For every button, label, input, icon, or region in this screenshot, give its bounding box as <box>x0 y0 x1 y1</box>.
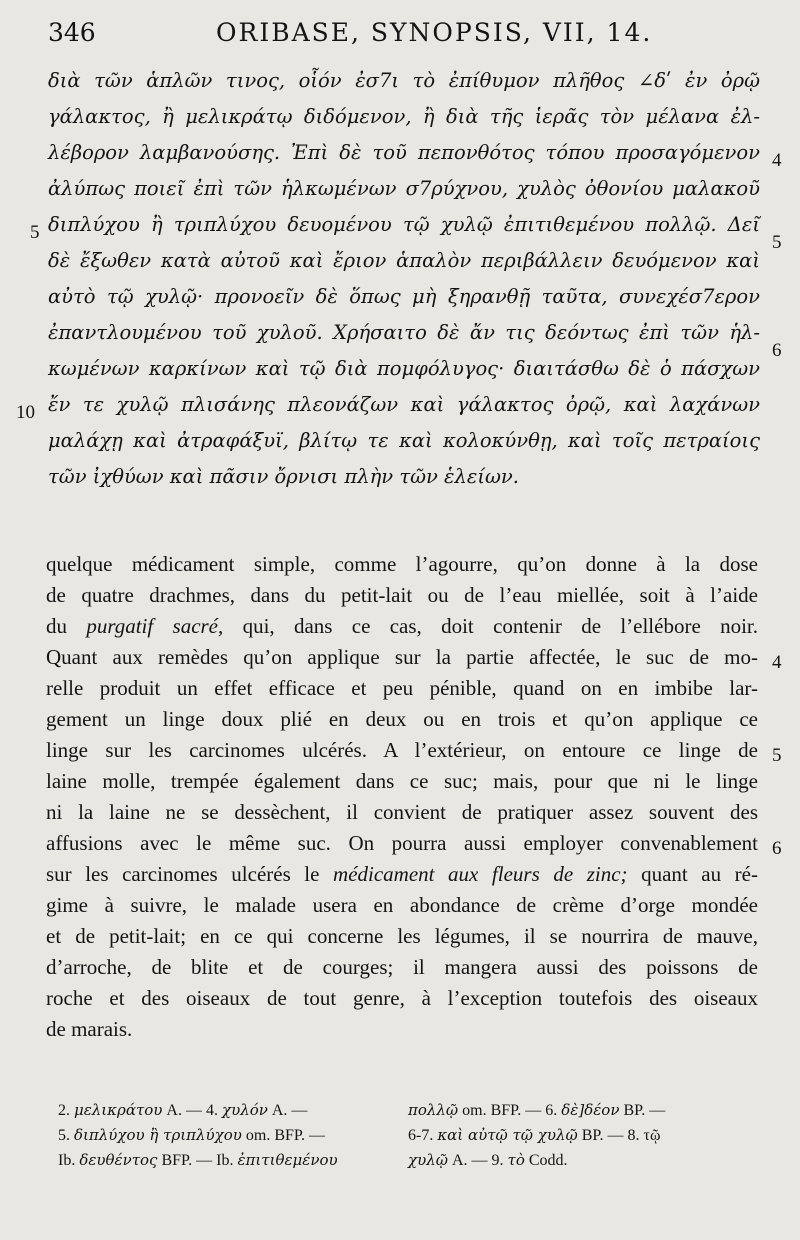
margin-line-number: 4 <box>772 652 782 673</box>
note-text: BP. — <box>623 1102 666 1119</box>
french-line: gime à suivre, le malade usera en abondance de crème d’orge mondée <box>46 893 758 917</box>
page-number: 346 <box>48 18 96 47</box>
greek-line: δὲ ἔξωθεν κατὰ αὐτοῦ καὶ ἔριον ἁπαλὸν περιβάλλειν δευόμενον καὶ <box>48 249 760 272</box>
french-line: ni la laine ne se dessèchent, il convient de pratiquer assez souvent des <box>46 800 758 824</box>
greek-variant: δὲ]δέον <box>561 1101 620 1119</box>
french-text: qui, dans ce cas, doit contenir de l’ellébore noir. <box>223 614 759 638</box>
footnote-line <box>408 1148 568 1173</box>
footnote-line <box>58 1148 338 1173</box>
french-line: linge sur les carcinomes ulcérés. A l’extérieur, on entoure ce linge de <box>46 738 758 762</box>
note-text: A. — <box>271 1102 308 1119</box>
greek-variant: διπλύχου ἢ τριπλύχου <box>74 1126 242 1144</box>
note-number: 5. <box>58 1127 70 1144</box>
margin-line-number: 10 <box>16 402 35 423</box>
greek-variant: ἐπιτιθεμένου <box>237 1151 338 1169</box>
french-text: sur les carcinomes ulcérés le <box>46 862 334 886</box>
greek-line: ἔν τε χυλῷ πλισάνης πλεονάζων καὶ γάλακτος ὀρῷ, καὶ λαχάνων <box>48 393 760 416</box>
footnote-line <box>58 1123 325 1148</box>
running-title: ORIBASE, SYNOPSIS, VII, 14. <box>216 18 653 47</box>
french-line: gement un linge doux plié en deux ou en trois et qu’on applique ce <box>46 707 758 731</box>
french-text: quant au ré- <box>627 862 758 886</box>
note-text: om. BFP. — 6. <box>462 1102 562 1119</box>
greek-variant: καὶ αὐτῷ τῷ χυλῷ <box>437 1126 578 1144</box>
greek-line: ἐπαντλουμένου τοῦ χυλοῦ. Χρήσαιτο δὲ ἄν τις δεόντως ἐπὶ τῶν ἡλ- <box>48 321 760 344</box>
greek-variant: τὸ <box>507 1151 525 1169</box>
greek-variant: δευθέντος <box>79 1151 158 1169</box>
note-text: 6-7. <box>408 1127 438 1144</box>
margin-line-number: 6 <box>772 838 782 859</box>
french-line: de quatre drachmes, dans du petit-lait ou de l’eau miellée, soit à l’aide <box>46 583 758 607</box>
note-number: 2. <box>58 1102 70 1119</box>
greek-variant: χυλόν <box>221 1101 268 1119</box>
french-line <box>46 858 758 890</box>
french-line: quelque médicament simple, comme l’agourre, qu’on donne à la dose <box>46 552 758 576</box>
note-text: A. — 4. <box>166 1102 222 1119</box>
italic-term: médicament aux fleurs de zinc; <box>333 862 628 886</box>
note-text: BFP. — Ib. <box>161 1152 238 1169</box>
greek-line: λέβορον λαμβανούσης. Ἐπὶ δὲ τοῦ πεπονθότος τόπου προσαγόμενον <box>48 141 760 164</box>
greek-line: κωμένων καρκίνων καὶ τῷ διὰ πομφόλυγος· διαιτάσθω δὲ ὁ πάσχων <box>48 357 760 380</box>
french-line: et de petit-lait; en ce qui concerne les légumes, il se nourrira de mauve, <box>46 924 758 948</box>
margin-line-number: 6 <box>772 340 782 361</box>
footnote-line <box>408 1098 665 1123</box>
greek-line: διπλύχου ἢ τριπλύχου δευομένου τῷ χυλῷ ἐπιτιθεμένου πολλῷ. Δεῖ <box>48 213 760 236</box>
footnote-line <box>408 1123 661 1148</box>
french-text: du <box>46 614 87 638</box>
italic-term: purgatif sacré, <box>86 614 224 638</box>
greek-variant: χυλῷ <box>408 1151 448 1169</box>
greek-line: τῶν ἰχθύων καὶ πᾶσιν ὄρνισι πλὴν τῶν ἑλείων. <box>48 465 519 488</box>
french-line: de marais. <box>46 1017 133 1041</box>
french-line: roche et des oiseaux de tout genre, à l’exception toutefois des oiseaux <box>46 986 758 1010</box>
greek-variant: μελικράτου <box>74 1101 163 1119</box>
margin-line-number: 4 <box>772 150 782 171</box>
note-text: BP. — 8. τῷ <box>581 1127 661 1144</box>
greek-line: ἀλύπως ποιεῖ ἐπὶ τῶν ἡλκωμένων σ7ρύχνου, χυλὸς ὀθονίου μαλακοῦ <box>48 177 760 200</box>
french-line: d’arroche, de blite et de courges; il mangera aussi des poissons de <box>46 955 758 979</box>
french-line <box>46 610 758 642</box>
french-line: laine molle, trempée également dans ce suc; mais, pour que ni le linge <box>46 769 758 793</box>
note-text: Codd. <box>528 1152 568 1169</box>
greek-variant: πολλῷ <box>408 1101 459 1119</box>
note-text: om. BFP. — <box>245 1127 326 1144</box>
greek-line: διὰ τῶν ἁπλῶν τινος, οἷόν ἐσ7ι τὸ ἐπίθυμον πλῆθος ∠δʹ ἐν ὀρῷ <box>48 69 760 92</box>
footnote-line <box>58 1098 307 1123</box>
margin-line-number: 5 <box>772 232 782 253</box>
greek-line: αὐτὸ τῷ χυλῷ· προνοεῖν δὲ ὅπως μὴ ξηρανθῇ ταῦτα, συνεχέσ7ερον <box>48 285 760 308</box>
french-line: relle produit un effet efficace et peu pénible, quand on en imbibe lar- <box>46 676 758 700</box>
margin-line-number: 5 <box>772 745 782 766</box>
greek-line: γάλακτος, ἢ μελικράτῳ διδόμενον, ἢ διὰ τῆς ἱερᾶς τὸν μέλανα ἐλ- <box>48 105 760 128</box>
note-text: A. — 9. <box>451 1152 508 1169</box>
french-line: affusions avec le même suc. On pourra aussi employer convenablement <box>46 831 758 855</box>
note-number: Ib. <box>58 1152 76 1169</box>
greek-line: μαλάχῃ καὶ ἀτραφάξυϊ, βλίτῳ τε καὶ κολοκύνθῃ, καὶ τοῖς πετραίοις <box>48 429 760 452</box>
margin-line-number: 5 <box>30 222 40 243</box>
french-line: Quant aux remèdes qu’on applique sur la partie affectée, le suc de mo- <box>46 645 758 669</box>
page-header <box>48 18 748 50</box>
